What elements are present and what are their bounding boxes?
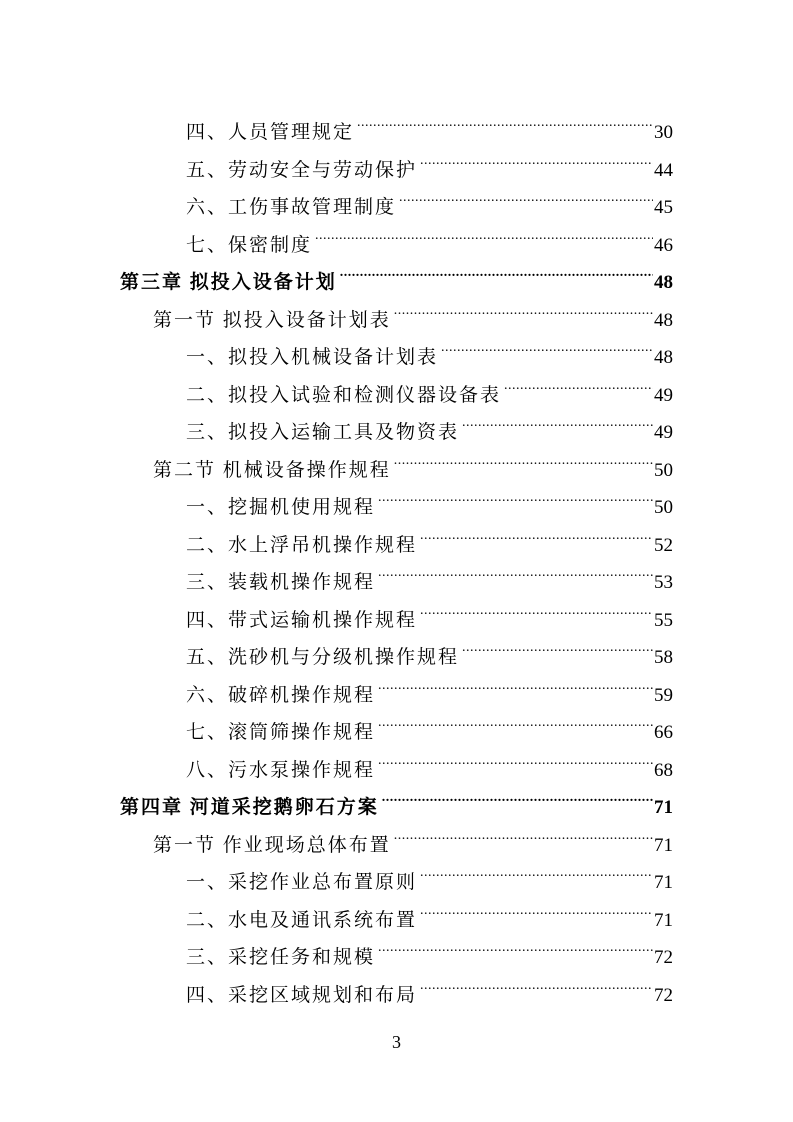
toc-entry[interactable]	[186, 964, 673, 1006]
dot-leader	[462, 401, 653, 438]
dot-leader	[340, 251, 653, 288]
toc-entry-label: 四、人员管理规定	[186, 122, 355, 143]
toc-entry-page: 72	[654, 947, 673, 968]
toc-entry-label: 五、劳动安全与劳动保护	[186, 159, 418, 181]
dot-leader	[315, 214, 653, 251]
toc-entry-label: 三、拟投入运输工具及物资表	[186, 422, 460, 443]
toc-entry-label: 一、挖掘机使用规程	[186, 497, 376, 518]
toc-entry[interactable]	[186, 326, 673, 368]
dot-leader	[394, 439, 653, 476]
toc-entry-label: 一、拟投入机械设备计划表	[186, 347, 439, 368]
toc-entry-label: 二、水上浮吊机操作规程	[186, 534, 418, 556]
dot-leader	[357, 101, 653, 138]
toc-entry-page: 71	[654, 872, 673, 893]
dot-leader	[382, 776, 653, 813]
toc-entry-page: 44	[654, 159, 673, 181]
toc-entry-page: 68	[654, 759, 673, 781]
toc-entry-page: 30	[654, 122, 673, 143]
toc-entry[interactable]	[186, 589, 673, 631]
dot-leader	[378, 701, 653, 738]
toc-entry[interactable]	[186, 214, 673, 256]
toc-entry[interactable]	[186, 176, 673, 218]
toc-entry-page: 58	[654, 647, 673, 668]
toc-entry-page: 55	[654, 609, 673, 631]
toc-entry-page: 53	[654, 572, 673, 593]
toc-entry-page: 45	[654, 197, 673, 218]
dot-leader	[378, 739, 653, 776]
toc-entry-label: 第三章 拟投入设备计划	[120, 272, 337, 293]
toc-entry-page: 52	[654, 534, 673, 556]
toc-entry-page: 72	[654, 984, 673, 1006]
dot-leader	[420, 589, 653, 626]
dot-leader	[420, 889, 653, 926]
toc-entry-label: 二、水电及通讯系统布置	[186, 909, 418, 931]
dot-leader	[399, 176, 653, 213]
toc-entry[interactable]	[186, 476, 673, 518]
toc-entry-label: 第四章 河道采挖鹅卵石方案	[120, 797, 379, 818]
toc-entry-page: 50	[654, 497, 673, 518]
toc-entry-label: 六、破碎机操作规程	[186, 684, 376, 706]
toc-entry-page: 46	[654, 234, 673, 256]
toc-entry-label: 第二节 机械设备操作规程	[153, 459, 391, 481]
toc-entry-label: 四、带式运输机操作规程	[186, 609, 418, 631]
toc-entry-page: 49	[654, 384, 673, 406]
toc-entry-label: 七、滚筒筛操作规程	[186, 722, 376, 743]
toc-entry-label: 三、装载机操作规程	[186, 572, 376, 593]
toc-entry-page: 66	[654, 722, 673, 743]
dot-leader	[420, 851, 653, 888]
toc-entry[interactable]	[186, 401, 673, 443]
toc-entry-page: 71	[654, 797, 673, 818]
dot-leader	[441, 326, 653, 363]
toc-entry-label: 第一节 作业现场总体布置	[153, 834, 391, 856]
dot-leader	[378, 926, 653, 963]
toc-entry-label: 五、洗砂机与分级机操作规程	[186, 647, 460, 668]
toc-entry[interactable]	[186, 664, 673, 706]
toc-entry-page: 71	[654, 834, 673, 856]
toc-entry[interactable]	[186, 101, 673, 143]
toc-entry[interactable]	[186, 889, 673, 931]
toc-entry[interactable]	[186, 514, 673, 556]
toc-entry-page: 48	[654, 309, 673, 331]
dot-leader	[378, 551, 653, 588]
toc-entry-label: 三、采挖任务和规模	[186, 947, 376, 968]
toc-entry[interactable]	[186, 364, 673, 406]
toc-chapter-entry[interactable]	[120, 776, 673, 818]
toc-entry[interactable]	[186, 926, 673, 968]
toc-entry-label: 六、工伤事故管理制度	[186, 197, 397, 218]
toc-entry-label: 七、保密制度	[186, 234, 313, 256]
toc-entry[interactable]	[186, 626, 673, 668]
toc-section-entry[interactable]	[153, 814, 673, 856]
dot-leader	[504, 364, 653, 401]
toc-entry-page: 59	[654, 684, 673, 706]
toc-entry-label: 第一节 拟投入设备计划表	[153, 309, 391, 331]
toc-entry-label: 一、采挖作业总布置原则	[186, 872, 418, 893]
toc-entry[interactable]	[186, 739, 673, 781]
toc-entry[interactable]	[186, 701, 673, 743]
toc-entry-label: 二、拟投入试验和检测仪器设备表	[186, 384, 502, 406]
dot-leader	[394, 814, 653, 851]
toc-entry-page: 71	[654, 909, 673, 931]
dot-leader	[420, 139, 653, 176]
toc-entry[interactable]	[186, 551, 673, 593]
toc-entry-label: 四、采挖区域规划和布局	[186, 984, 418, 1006]
toc-entry-page: 48	[654, 272, 673, 293]
toc-entry-page: 49	[654, 422, 673, 443]
toc-entry[interactable]	[186, 851, 673, 893]
dot-leader	[394, 289, 653, 326]
toc-chapter-entry[interactable]	[120, 251, 673, 293]
toc-section-entry[interactable]	[153, 439, 673, 481]
toc-entry-page: 50	[654, 459, 673, 481]
page-number: 3	[392, 1032, 401, 1052]
toc-entry[interactable]	[186, 139, 673, 181]
toc-entry-label: 八、污水泵操作规程	[186, 759, 376, 781]
dot-leader	[378, 664, 653, 701]
dot-leader	[378, 476, 653, 513]
toc-section-entry[interactable]	[153, 289, 673, 331]
dot-leader	[420, 514, 653, 551]
toc-entry-page: 48	[654, 347, 673, 368]
dot-leader	[462, 626, 653, 663]
dot-leader	[420, 964, 653, 1001]
